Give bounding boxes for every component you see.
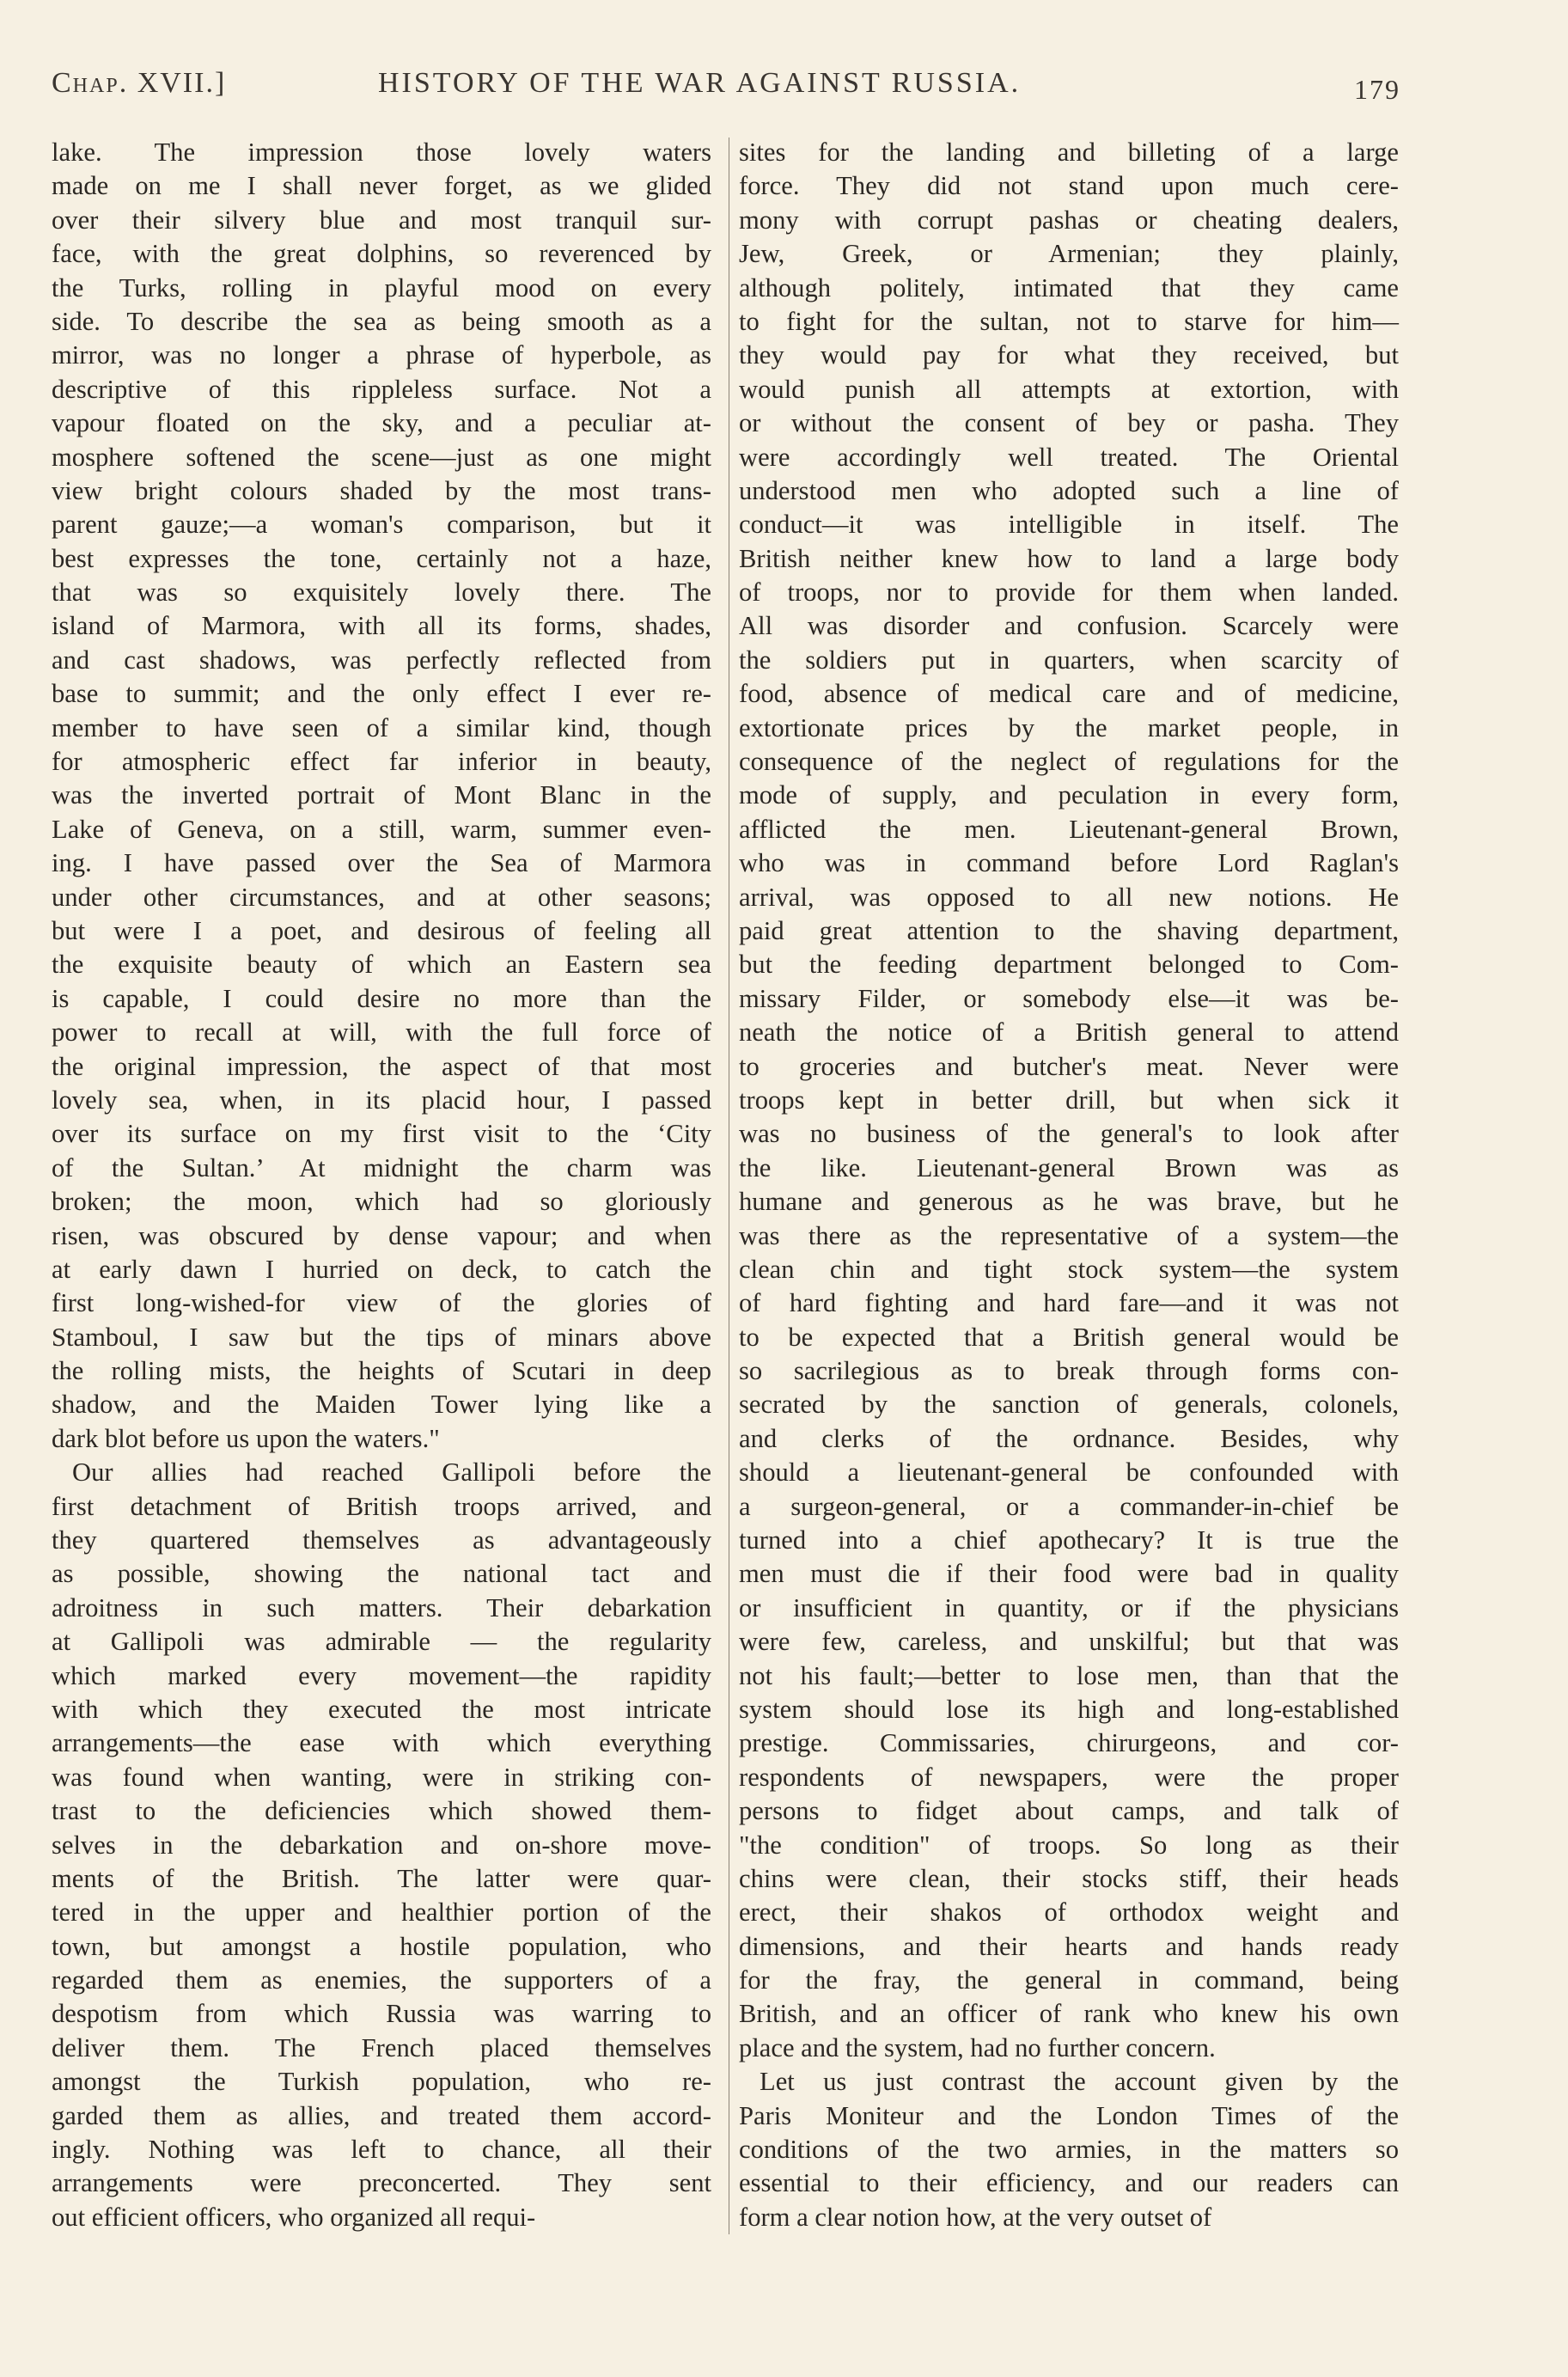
text-line: to be expected that a British general would be <box>739 1322 1399 1352</box>
text-line: sites for the landing and billeting of a large <box>739 137 1399 167</box>
text-line: neath the notice of a British general to attend <box>739 1017 1399 1048</box>
text-line: mirror, was no longer a phrase of hyperbole, as <box>52 340 711 370</box>
text-line: essential to their efficiency, and our readers can <box>739 2168 1399 2198</box>
text-line: which marked every movement—the rapidity <box>52 1660 711 1690</box>
text-line: conditions of the two armies, in the matters so <box>739 2135 1399 2165</box>
text-line: for atmospheric effect far inferior in beauty, <box>52 747 711 777</box>
text-line: missary Filder, or somebody else—it was be- <box>739 983 1399 1013</box>
chapter-label: Chap. XVII.] <box>52 67 227 99</box>
text-line: and cast shadows, was perfectly reflected from <box>52 645 711 675</box>
text-line: trast to the deficiencies which showed them- <box>52 1796 711 1826</box>
text-line: not his fault;—better to lose men, than that the <box>739 1660 1399 1690</box>
text-line: descriptive of this rippleless surface. Not a <box>52 374 711 404</box>
text-line: they would pay for what they received, but <box>739 340 1399 370</box>
text-line: respondents of newspapers, were the proper <box>739 1762 1399 1792</box>
text-line: secrated by the sanction of generals, colonels, <box>739 1390 1399 1420</box>
text-line: the rolling mists, the heights of Scutari in deep <box>52 1356 711 1386</box>
text-line: prestige. Commissaries, chirurgeons, and cor- <box>739 1728 1399 1758</box>
text-line: first detachment of British troops arrived, and <box>52 1491 711 1521</box>
page-number: 179 <box>1354 74 1400 105</box>
text-line: town, but amongst a hostile population, who <box>52 1931 711 1961</box>
text-line: for the fray, the general in command, being <box>739 1965 1399 1995</box>
text-line: garded them as allies, and treated them accord- <box>52 2100 711 2130</box>
text-line: the like. Lieutenant-general Brown was as <box>739 1152 1399 1182</box>
text-line: made on me I shall never forget, as we glided <box>52 171 711 201</box>
text-line: food, absence of medical care and of medicine, <box>739 679 1399 709</box>
text-line: force. They did not stand upon much cere- <box>739 171 1399 201</box>
text-line: Lake of Geneva, on a still, warm, summer even- <box>52 814 711 844</box>
text-line: out efficient officers, who organized all requi- <box>52 2202 536 2232</box>
text-line: the soldiers put in quarters, when scarcity of <box>739 645 1399 675</box>
running-header <box>52 67 1400 127</box>
text-line: place and the system, had no further concern. <box>739 2032 1216 2062</box>
text-line: regarded them as enemies, the supporters of a <box>52 1965 711 1995</box>
text-line: clean chin and tight stock system—the system <box>739 1254 1399 1284</box>
text-line: at Gallipoli was admirable — the regularity <box>52 1627 711 1657</box>
text-line: ing. I have passed over the Sea of Marmora <box>52 848 711 878</box>
text-line: member to have seen of a similar kind, though <box>52 712 711 742</box>
text-line: was found when wanting, were in striking con- <box>52 1762 711 1792</box>
text-line: they quartered themselves as advantageously <box>52 1525 711 1555</box>
text-line: of troops, nor to provide for them when landed. <box>739 577 1399 608</box>
text-line: of hard fighting and hard fare—and it was not <box>739 1288 1399 1318</box>
text-line: parent gauze;—a woman's comparison, but it <box>52 510 711 540</box>
text-line: form a clear notion how, at the very outset of <box>739 2202 1212 2232</box>
text-line: consequence of the neglect of regulations for the <box>739 747 1399 777</box>
text-line: who was in command before Lord Raglan's <box>739 848 1399 878</box>
text-line: British, and an officer of rank who knew his own <box>739 1999 1399 2029</box>
text-line: of the Sultan.’ At midnight the charm was <box>52 1152 711 1182</box>
text-line: persons to fidget about camps, and talk of <box>739 1796 1399 1826</box>
text-line: base to summit; and the only effect I ever re- <box>52 679 711 709</box>
text-line: was no business of the general's to look after <box>739 1119 1399 1149</box>
text-line: men must die if their food were bad in quality <box>739 1559 1399 1589</box>
text-line: mony with corrupt pashas or cheating dealers, <box>739 205 1399 235</box>
text-line: or without the consent of bey or pasha. They <box>739 408 1399 438</box>
text-line: as possible, showing the national tact and <box>52 1559 711 1589</box>
text-line: deliver them. The French placed themselves <box>52 2032 711 2062</box>
text-line: tered in the upper and healthier portion of the <box>52 1897 711 1928</box>
right-text-column <box>739 136 1399 2234</box>
text-line: a surgeon-general, or a commander-in-chief be <box>739 1491 1399 1521</box>
text-line: over their silvery blue and most tranquil sur- <box>52 205 711 235</box>
text-line: would punish all attempts at extortion, with <box>739 374 1399 404</box>
text-line: at early dawn I hurried on deck, to catch the <box>52 1254 711 1284</box>
text-line: mode of supply, and peculation in every form, <box>739 780 1399 810</box>
text-line: arrival, was opposed to all new notions. He <box>739 882 1399 912</box>
text-line: vapour floated on the sky, and a peculiar at- <box>52 408 711 438</box>
text-line: view bright colours shaded by the most trans- <box>52 475 711 505</box>
text-line: British neither knew how to land a large body <box>739 543 1399 573</box>
text-line: ingly. Nothing was left to chance, all their <box>52 2135 711 2165</box>
text-line: Let us just contrast the account given by the <box>760 2067 1399 2097</box>
text-line: system should lose its high and long-established <box>739 1694 1399 1724</box>
text-line: dimensions, and their hearts and hands ready <box>739 1931 1399 1961</box>
text-line: side. To describe the sea as being smooth as a <box>52 306 711 336</box>
text-line: but were I a poet, and desirous of feeling all <box>52 915 711 945</box>
text-line: understood men who adopted such a line of <box>739 475 1399 505</box>
text-line: mosphere softened the scene—just as one might <box>52 442 711 472</box>
text-line: extortionate prices by the market people, in <box>739 712 1399 742</box>
text-line: arrangements were preconcerted. They sent <box>52 2168 711 2198</box>
text-line: to fight for the sultan, not to starve for him— <box>739 306 1399 336</box>
text-line: "the condition" of troops. So long as their <box>739 1830 1399 1860</box>
text-line: power to recall at will, with the full force of <box>52 1017 711 1048</box>
text-line: face, with the great dolphins, so reverenced by <box>52 239 711 269</box>
text-line: chins were clean, their stocks stiff, their heads <box>739 1863 1399 1893</box>
text-line: was there as the representative of a system—the <box>739 1220 1399 1250</box>
text-line: adroitness in such matters. Their debarkation <box>52 1592 711 1622</box>
text-line: turned into a chief apothecary? It is true the <box>739 1525 1399 1555</box>
text-line: selves in the debarkation and on-shore move- <box>52 1830 711 1860</box>
text-line: were few, careless, and unskilful; but that was <box>739 1627 1399 1657</box>
text-line: should a lieutenant-general be confounded with <box>739 1457 1399 1488</box>
text-line: paid great attention to the shaving department, <box>739 915 1399 945</box>
text-line: that was so exquisitely lovely there. The <box>52 577 711 608</box>
text-line: but the feeding department belonged to Com- <box>739 950 1399 980</box>
text-line: erect, their shakos of orthodox weight and <box>739 1897 1399 1928</box>
text-line: despotism from which Russia was warring to <box>52 1999 711 2029</box>
text-line: Our allies had reached Gallipoli before the <box>72 1457 711 1488</box>
text-line: was the inverted portrait of Mont Blanc in the <box>52 780 711 810</box>
text-line: afflicted the men. Lieutenant-general Brown, <box>739 814 1399 844</box>
text-line: risen, was obscured by dense vapour; and when <box>52 1220 711 1250</box>
text-line: Jew, Greek, or Armenian; they plainly, <box>739 239 1399 269</box>
running-title: HISTORY OF THE WAR AGAINST RUSSIA. <box>378 67 1022 99</box>
text-line: shadow, and the Maiden Tower lying like a <box>52 1390 711 1420</box>
text-line: and clerks of the ordnance. Besides, why <box>739 1423 1399 1453</box>
text-line: best expresses the tone, certainly not a haze, <box>52 543 711 573</box>
text-line: Stamboul, I saw but the tips of minars above <box>52 1322 711 1352</box>
text-line: the Turks, rolling in playful mood on every <box>52 272 711 302</box>
text-line: arrangements—the ease with which everything <box>52 1728 711 1758</box>
text-line: humane and generous as he was brave, but he <box>739 1187 1399 1217</box>
text-line: although politely, intimated that they came <box>739 272 1399 302</box>
text-line: ments of the British. The latter were quar- <box>52 1863 711 1893</box>
text-line: lake. The impression those lovely waters <box>52 137 711 167</box>
text-line: first long-wished-for view of the glories of <box>52 1288 711 1318</box>
text-line: amongst the Turkish population, who re- <box>52 2067 711 2097</box>
text-line: dark blot before us upon the waters." <box>52 1423 440 1453</box>
text-line: with which they executed the most intricate <box>52 1694 711 1724</box>
text-line: troops kept in better drill, but when sick it <box>739 1085 1399 1115</box>
text-line: or insufficient in quantity, or if the physicians <box>739 1592 1399 1622</box>
text-line: the original impression, the aspect of that most <box>52 1051 711 1081</box>
text-line: over its surface on my first visit to the ‘City <box>52 1119 711 1149</box>
text-line: lovely sea, when, in its placid hour, I passed <box>52 1085 711 1115</box>
text-line: broken; the moon, which had so gloriously <box>52 1187 711 1217</box>
text-line: Paris Moniteur and the London Times of the <box>739 2100 1399 2130</box>
text-line: island of Marmora, with all its forms, shades, <box>52 611 711 641</box>
left-text-column <box>52 136 711 2234</box>
text-line: so sacrilegious as to break through forms con- <box>739 1356 1399 1386</box>
text-line: is capable, I could desire no more than the <box>52 983 711 1013</box>
text-line: All was disorder and confusion. Scarcely were <box>739 611 1399 641</box>
text-line: under other circumstances, and at other seasons; <box>52 882 711 912</box>
text-line: conduct—it was intelligible in itself. The <box>739 510 1399 540</box>
text-line: were accordingly well treated. The Oriental <box>739 442 1399 472</box>
text-line: to groceries and butcher's meat. Never were <box>739 1051 1399 1081</box>
text-line: the exquisite beauty of which an Eastern sea <box>52 950 711 980</box>
